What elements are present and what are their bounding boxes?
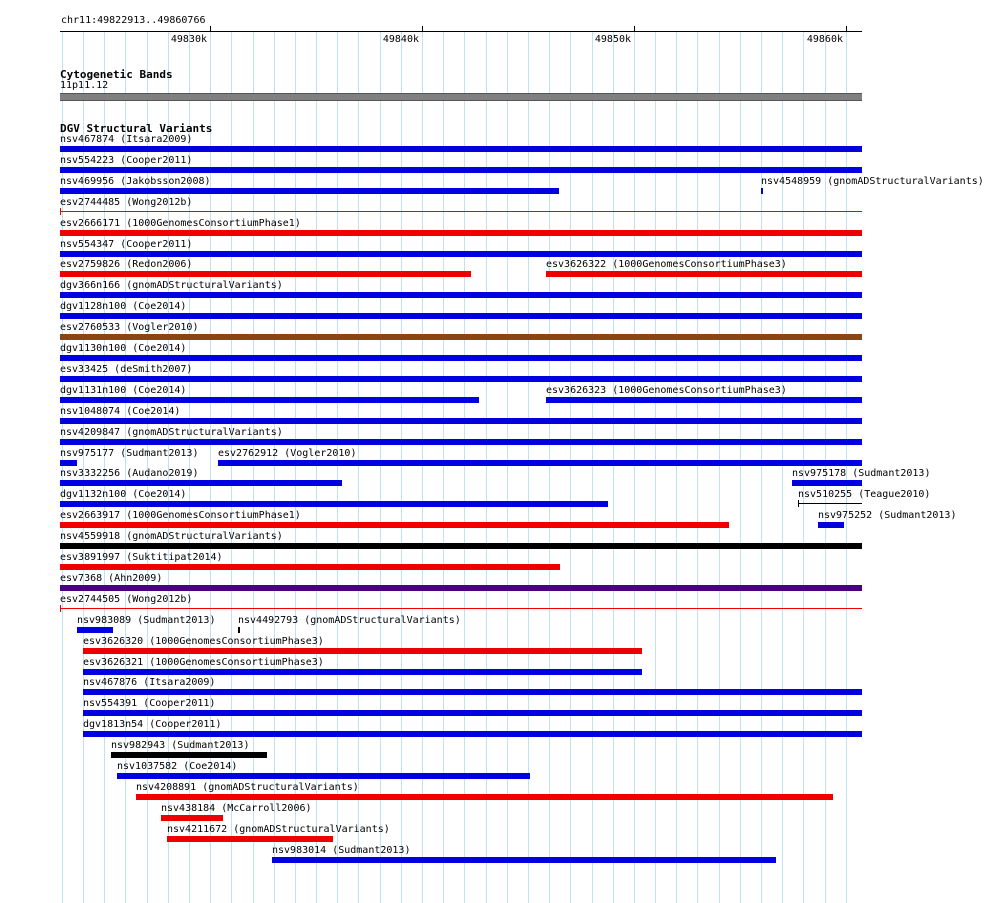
feature-bar[interactable]: [272, 857, 776, 863]
feature-label[interactable]: nsv982943 (Sudmant2013): [111, 740, 250, 751]
feature-label[interactable]: dgv1130n100 (Coe2014): [60, 343, 187, 354]
feature-label[interactable]: esv2666171 (1000GenomesConsortiumPhase1): [60, 218, 301, 229]
feature-bar[interactable]: [60, 564, 560, 570]
feature-label[interactable]: esv3626320 (1000GenomesConsortiumPhase3): [83, 636, 324, 647]
feature-bar[interactable]: [60, 334, 862, 340]
feature-bar[interactable]: [60, 418, 862, 424]
feature-label[interactable]: nsv4559918 (gnomADStructuralVariants): [60, 531, 283, 542]
feature-label[interactable]: nsv4548959 (gnomADStructuralVariants): [761, 176, 984, 187]
feature-bar[interactable]: [83, 648, 642, 654]
feature-label[interactable]: dgv1813n54 (Cooper2011): [83, 719, 222, 730]
feature-bar[interactable]: [60, 167, 862, 173]
feature-label[interactable]: nsv3332256 (Audano2019): [60, 468, 199, 479]
feature-bar[interactable]: [83, 689, 862, 695]
feature-bar[interactable]: [792, 480, 862, 486]
ruler-tick: [210, 26, 211, 32]
feature-label[interactable]: nsv1037582 (Coe2014): [117, 761, 238, 772]
feature-label[interactable]: esv2760533 (Vogler2010): [60, 322, 199, 333]
feature-label[interactable]: nsv469956 (Jakobsson2008): [60, 176, 211, 187]
feature-label[interactable]: esv2762912 (Vogler2010): [218, 448, 357, 459]
ruler-tick-label: 49840k: [382, 34, 419, 45]
feature-bar[interactable]: [60, 439, 862, 445]
feature-bar[interactable]: [761, 188, 763, 194]
feature-label[interactable]: nsv4209847 (gnomADStructuralVariants): [60, 427, 283, 438]
feature-bar[interactable]: [60, 292, 862, 298]
ruler-tick: [422, 26, 423, 32]
ruler-tick-label: 49850k: [594, 34, 631, 45]
feature-label[interactable]: esv2744485 (Wong2012b): [60, 197, 193, 208]
feature-label[interactable]: nsv4492793 (gnomADStructuralVariants): [238, 615, 461, 626]
feature-label[interactable]: nsv983014 (Sudmant2013): [272, 845, 411, 856]
feature-bar[interactable]: [218, 460, 862, 466]
feature-bar[interactable]: [60, 230, 862, 236]
cytoband-bar[interactable]: [60, 93, 862, 101]
feature-bar[interactable]: [798, 503, 862, 504]
feature-label[interactable]: dgv1132n100 (Coe2014): [60, 489, 187, 500]
feature-bar[interactable]: [818, 522, 844, 528]
feature-bar[interactable]: [167, 836, 333, 842]
feature-bar[interactable]: [60, 460, 77, 466]
ruler-baseline: [60, 31, 862, 32]
feature-bar[interactable]: [60, 251, 862, 257]
feature-bar[interactable]: [83, 731, 862, 737]
feature-bar[interactable]: [60, 501, 608, 507]
ruler-tick-label: 49830k: [170, 34, 207, 45]
feature-label[interactable]: nsv4208891 (gnomADStructuralVariants): [136, 782, 359, 793]
feature-label[interactable]: dgv1128n100 (Coe2014): [60, 301, 187, 312]
feature-label[interactable]: esv3626322 (1000GenomesConsortiumPhase3): [546, 259, 787, 270]
feature-label[interactable]: esv2744505 (Wong2012b): [60, 594, 193, 605]
cytoband-track-title: Cytogenetic Bands: [60, 68, 173, 81]
feature-label[interactable]: esv3891997 (Suktitipat2014): [60, 552, 223, 563]
feature-bar[interactable]: [60, 188, 559, 194]
feature-label[interactable]: nsv438184 (McCarroll2006): [161, 803, 312, 814]
feature-label[interactable]: nsv1048074 (Coe2014): [60, 406, 181, 417]
feature-label[interactable]: nsv975177 (Sudmant2013): [60, 448, 199, 459]
feature-bar[interactable]: [117, 773, 530, 779]
dgv-track-title: DGV Structural Variants: [60, 122, 213, 135]
feature-label[interactable]: nsv467876 (Itsara2009): [83, 677, 216, 688]
feature-label[interactable]: nsv975178 (Sudmant2013): [792, 468, 931, 479]
feature-bar[interactable]: [60, 355, 862, 361]
feature-bar[interactable]: [60, 480, 342, 486]
feature-bar[interactable]: [60, 146, 862, 152]
feature-bar[interactable]: [77, 627, 113, 633]
feature-label[interactable]: nsv4211672 (gnomADStructuralVariants): [167, 824, 390, 835]
feature-label[interactable]: esv3626323 (1000GenomesConsortiumPhase3): [546, 385, 787, 396]
feature-bar[interactable]: [111, 752, 267, 758]
feature-bar[interactable]: [60, 585, 862, 591]
feature-bar[interactable]: [60, 522, 729, 528]
feature-bar[interactable]: [60, 397, 479, 403]
feature-label[interactable]: nsv554391 (Cooper2011): [83, 698, 216, 709]
feature-bar[interactable]: [83, 669, 642, 675]
feature-label[interactable]: esv3626321 (1000GenomesConsortiumPhase3): [83, 657, 324, 668]
feature-label[interactable]: nsv467874 (Itsara2009): [60, 134, 193, 145]
ruler-tick: [846, 26, 847, 32]
feature-label[interactable]: dgv1131n100 (Coe2014): [60, 385, 187, 396]
location-label: chr11:49822913..49860766: [61, 15, 206, 26]
feature-bar[interactable]: [60, 313, 862, 319]
feature-bar[interactable]: [60, 608, 862, 609]
feature-label[interactable]: nsv554223 (Cooper2011): [60, 155, 193, 166]
feature-bar[interactable]: [60, 543, 862, 549]
feature-label[interactable]: nsv975252 (Sudmant2013): [818, 510, 957, 521]
feature-label[interactable]: nsv554347 (Cooper2011): [60, 239, 193, 250]
feature-label[interactable]: esv33425 (deSmith2007): [60, 364, 193, 375]
feature-bar[interactable]: [546, 271, 862, 277]
feature-bar[interactable]: [136, 794, 833, 800]
feature-bar[interactable]: [60, 376, 862, 382]
feature-label[interactable]: dgv366n166 (gnomADStructuralVariants): [60, 280, 283, 291]
feature-bar[interactable]: [83, 710, 862, 716]
ruler-tick: [634, 26, 635, 32]
feature-label[interactable]: esv2663917 (1000GenomesConsortiumPhase1): [60, 510, 301, 521]
feature-label[interactable]: nsv510255 (Teague2010): [798, 489, 931, 500]
cytoband-label: 11p11.12: [60, 80, 109, 91]
feature-label[interactable]: esv7368 (Ahn2009): [60, 573, 163, 584]
feature-bar[interactable]: [60, 211, 862, 212]
ruler[interactable]: [0, 0, 890, 50]
feature-bar[interactable]: [546, 397, 862, 403]
feature-bar[interactable]: [238, 627, 240, 633]
feature-label[interactable]: nsv983089 (Sudmant2013): [77, 615, 216, 626]
feature-bar[interactable]: [161, 815, 223, 821]
feature-label[interactable]: esv2759826 (Redon2006): [60, 259, 193, 270]
ruler-tick-label: 49860k: [806, 34, 843, 45]
feature-bar[interactable]: [60, 271, 471, 277]
